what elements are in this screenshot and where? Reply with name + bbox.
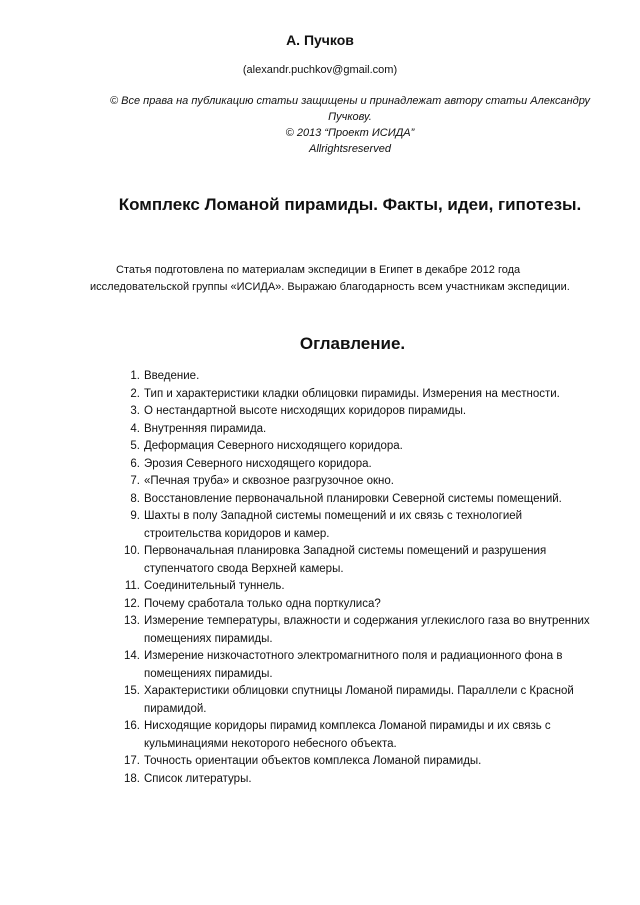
toc-item-number: 13. (124, 615, 140, 627)
toc-item-text: Шахты в полу Западной системы помещений и их связь с технологией строительства коридоров и камер. (144, 510, 523, 540)
table-of-contents (118, 368, 598, 788)
toc-item-number: 12. (124, 597, 140, 610)
toc-item-number: 2. (130, 387, 140, 400)
toc-item (118, 491, 598, 509)
toc-item-text: О нестандартной высоте нисходящих коридоров пирамиды. (144, 405, 467, 417)
toc-item-text: Измерение температуры, влажности и содержания углекислого газа во внутренних помещениях пирамиды. (144, 615, 590, 645)
toc-item-text: Первоначальная планировка Западной системы помещений и разрушения ступенчатого свода Верхней камеры. (144, 545, 547, 575)
toc-item-number: 15. (124, 685, 140, 697)
toc-item (118, 718, 598, 753)
toc-item (118, 386, 598, 404)
toc-item (118, 438, 598, 456)
toc-item-text: Характеристики облицовки спутницы Ломаной пирамиды. Параллели с Красной пирамидой. (144, 685, 574, 715)
toc-item-text: Измерение низкочастотного электромагнитного поля и радиационного фона в помещениях пирамиды. (144, 650, 563, 680)
toc-item (118, 596, 598, 614)
toc-item (118, 508, 598, 543)
toc-item-text: «Печная труба» и сквозное разгрузочное окно. (144, 475, 394, 487)
toc-item (118, 421, 598, 439)
toc-item (118, 368, 598, 386)
toc-item-number: 9. (130, 510, 140, 522)
toc-item-number: 8. (130, 492, 140, 505)
intro-line: исследовательской группы «ИСИДА». Выражаю благодарность всем участникам экспедиции. (90, 281, 570, 293)
toc-item (118, 613, 598, 648)
copyright-line: Allrightsreserved (309, 143, 391, 155)
author-name: А. Пучков (286, 32, 354, 48)
toc-item-text: Восстановление первоначальной планировки Северной системы помещений. (144, 492, 562, 505)
toc-item (118, 473, 598, 491)
toc-item-text: Эрозия Северного нисходящего коридора. (144, 457, 372, 470)
article-title: Комплекс Ломаной пирамиды. Факты, идеи, гипотезы. (118, 195, 582, 214)
toc-item (118, 456, 598, 474)
intro-line: Статья подготовлена по материалам экспедиции в Египет в декабре 2012 года (116, 264, 521, 276)
toc-item-text: Точность ориентации объектов комплекса Ломаной пирамиды. (144, 755, 482, 767)
copyright-line: © Все права на публикацию статьи защищены и принадлежат автору статьи Александру (109, 95, 591, 107)
toc-item (118, 578, 598, 596)
toc-item-text: Соединительный туннель. (144, 580, 285, 592)
toc-item-number: 4. (130, 422, 140, 435)
toc-item-text: Введение. (144, 370, 200, 382)
toc-item-number: 10. (124, 545, 140, 557)
toc-item (118, 753, 598, 771)
toc-item-number: 11. (124, 580, 140, 592)
copyright-line: © 2013 “Проект ИСИДА” (285, 127, 415, 139)
toc-item-number: 17. (124, 755, 140, 767)
toc-item (118, 648, 598, 683)
toc-item (118, 543, 598, 578)
toc-item-number: 6. (130, 457, 140, 470)
toc-item-number: 3. (130, 405, 140, 417)
toc-item (118, 403, 598, 421)
toc-item (118, 771, 598, 789)
toc-item-number: 1. (130, 370, 140, 382)
toc-item-number: 18. (124, 772, 140, 785)
toc-item-text: Нисходящие коридоры пирамид комплекса Ломаной пирамиды и их связь с кульминациями некоторого небесного объекта. (144, 720, 551, 750)
toc-item-text: Тип и характеристики кладки облицовки пирамиды. Измерения на местности. (144, 387, 560, 400)
toc-item-number: 7. (130, 475, 140, 487)
toc-item-number: 16. (124, 720, 140, 732)
toc-item-text: Деформация Северного нисходящего коридора. (144, 440, 403, 452)
toc-item-number: 5. (130, 440, 140, 452)
toc-item-number: 14. (124, 650, 140, 662)
toc-item-text: Список литературы. (144, 772, 252, 785)
toc-heading: Оглавление. (299, 334, 406, 353)
intro-paragraph (90, 262, 590, 296)
copyright-notice (100, 93, 600, 157)
copyright-line: Пучкову. (328, 111, 372, 123)
author-email: (alexandr.puchkov@gmail.com) (242, 64, 398, 76)
toc-item-text: Почему сработала только одна порткулиса? (144, 597, 381, 610)
toc-item (118, 683, 598, 718)
toc-item-text: Внутренняя пирамида. (144, 422, 267, 435)
